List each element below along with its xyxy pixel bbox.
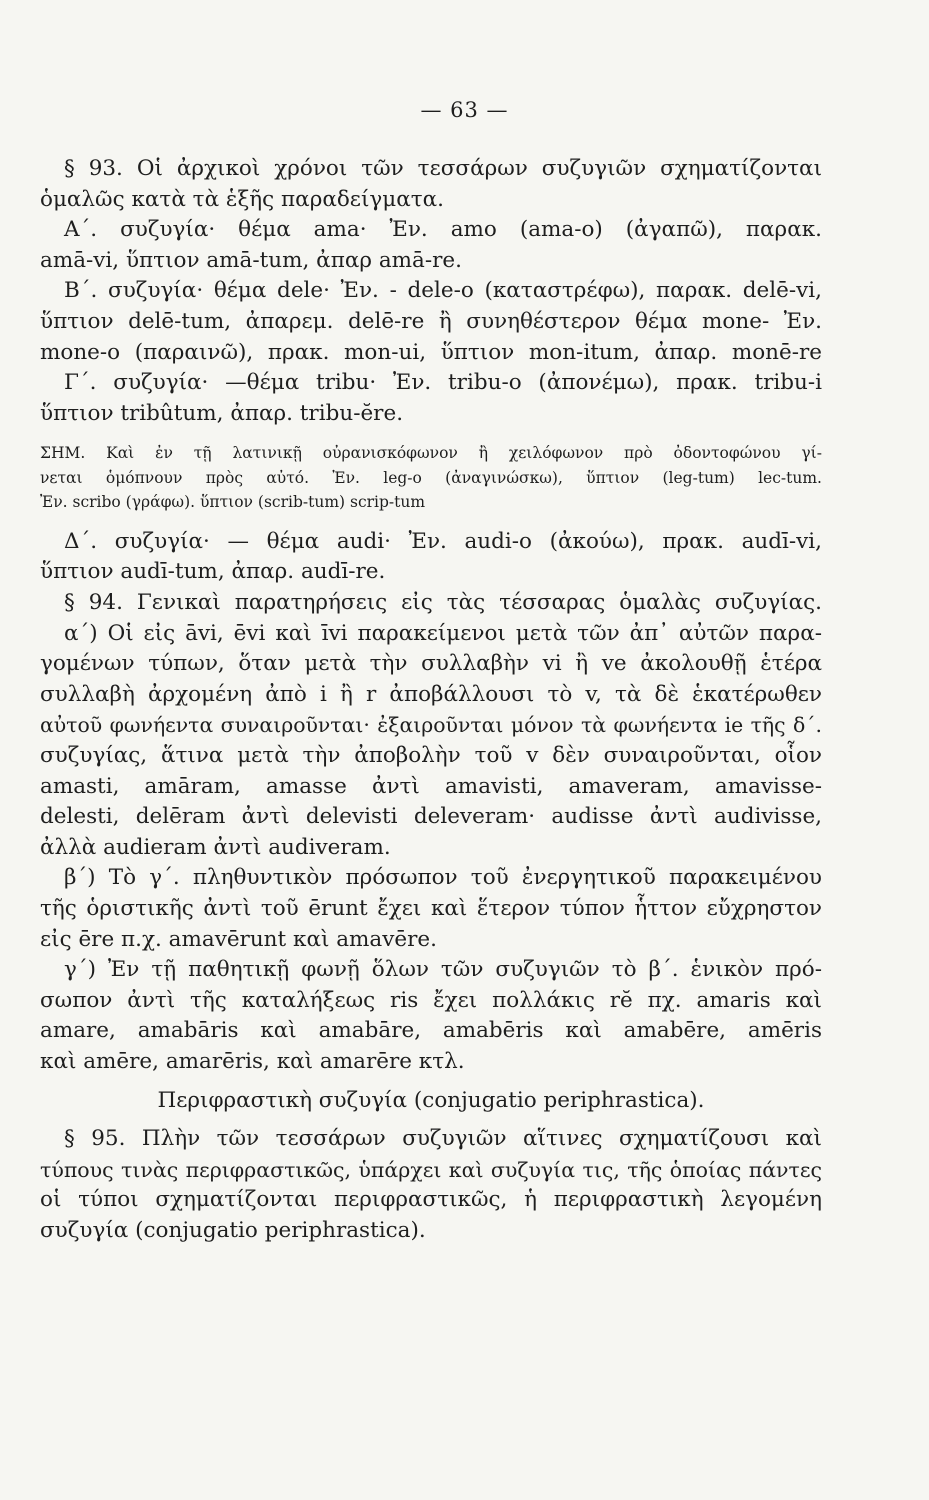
conjugation-d-line: ὕπτιον audī-tum, ἀπαρ. audī-re.: [40, 559, 386, 585]
note-line: ΣΗΜ. Καὶ ἐν τῇ λατινικῇ οὐρανισκόφωνον ἢ χειλόφωνον πρὸ ὀδοντοφώνου γί-: [40, 444, 822, 463]
body-text: [40, 154, 822, 1247]
rule-a-line: συζυγίας, ἅτινα μετὰ τὴν ἀποβολὴν τοῦ v δὲν συναιροῦνται, οἷον: [40, 743, 822, 768]
rule-c-line: καὶ amēre, amarēris, καὶ amarēre κτλ.: [40, 1048, 465, 1074]
conjugation-a-line: Α΄. συζυγία· θέμα ama· Ἐν. amo (ama-o) (ἀγαπῶ), παρακ.: [64, 217, 822, 243]
conjugation-c-line: ὕπτιον tribûtum, ἀπαρ. tribu-ĕre.: [40, 400, 404, 426]
conjugation-b-line: mone-o (παραινῶ), πρακ. mon-ui, ὕπτιον mon-itum, ἀπαρ. monē-re: [40, 339, 822, 365]
rule-b-line: εἰς ēre π.χ. amavērunt καὶ amavēre.: [40, 926, 437, 952]
rule-b-line: β΄) Τὸ γ΄. πληθυντικὸν πρόσωπον τοῦ ἐνεργητικοῦ παρακειμένου: [64, 865, 822, 891]
rule-a-line: συλλαβὴ ἀρχομένη ἀπὸ i ἢ r ἀποβάλλουσι τὸ v, τὰ δὲ ἑκατέρωθεν: [40, 681, 822, 707]
paragraph-95-line: οἱ τύποι σχηματίζονται περιφραστικῶς, ἡ περιφραστικὴ λεγομένη: [40, 1187, 822, 1213]
rule-c-line: amare, amabāris καὶ amabāre, amabēris καὶ amabēre, amēris: [40, 1018, 822, 1044]
rule-c-line: σωπον ἀντὶ τῆς καταλήξεως ris ἔχει πολλάκις rĕ πχ. amaris καὶ: [40, 987, 822, 1013]
conjugation-a-line: amā-vi, ὕπτιον amā-tum, ἀπαρ amā-re.: [40, 247, 462, 273]
rule-b-line: τῆς ὁριστικῆς ἀντὶ τοῦ ērunt ἔχει καὶ ἕτερον τύπον ἧττον εὔχρηστον: [40, 895, 822, 921]
rule-a-line: ἀλλὰ audieram ἀντὶ audiveram.: [40, 834, 391, 860]
rule-a-line: α΄) Οἱ εἰς āvi, ēvi καὶ īvi παρακείμενοι μετὰ τῶν ἀπ᾽ αὐτῶν παρα-: [64, 620, 822, 646]
rule-a-line: γομένων τύπων, ὅταν μετὰ τὴν συλλαβὴν vi ἢ ve ἀκολουθῇ ἑτέρα: [40, 651, 822, 677]
conjugation-b-line: Β΄. συζυγία· θέμα dele· Ἐν. - dele-o (καταστρέφω), παρακ. delē-vi,: [64, 278, 822, 304]
rule-a-line: αὐτοῦ φωνήεντα συναιροῦνται· ἐξαιροῦνται μόνον τὰ φωνήεντα ie τῆς δ΄.: [40, 713, 822, 738]
rule-a-line: delesti, delēram ἀντὶ delevisti deleveram· audisse ἀντὶ audivisse,: [40, 804, 822, 830]
paragraph-93-line: § 93. Οἱ ἀρχικοὶ χρόνοι τῶν τεσσάρων συζυγιῶν σχηματίζονται: [64, 156, 822, 181]
note-line: νεται ὁμόπνουν πρὸς αὐτό. Ἐν. leg-o (ἀναγινώσκω), ὕπτιον (leg-tum) lec-tum.: [40, 468, 822, 487]
paragraph-95-line: τύπους τινὰς περιφραστικῶς, ὑπάρχει καὶ συζυγία τις, τῆς ὁποίας πάντες: [40, 1157, 822, 1182]
section-heading: Περιφραστικὴ συζυγία (conjugatio periphrastica).: [157, 1087, 705, 1113]
conjugation-c-line: Γ΄. συζυγία· —θέμα tribu· Ἐν. tribu-o (ἀπονέμω), πρακ. tribu-i: [64, 370, 822, 396]
conjugation-d-line: Δ΄. συζυγία· — θέμα audi· Ἐν. audi-o (ἀκούω), πρακ. audī-vi,: [64, 528, 822, 554]
note-line: Ἐν. scribo (γράφω). ὕπτιον (scrib-tum) scrip-tum: [40, 493, 426, 512]
note-block: [40, 441, 822, 515]
page-number: — 63 —: [420, 98, 509, 122]
rule-c-line: γ΄) Ἐν τῇ παθητικῇ φωνῇ ὅλων τῶν συζυγιῶν τὸ β΄. ἑνικὸν πρό-: [64, 957, 822, 983]
paragraph-94-heading: § 94. Γενικαὶ παρατηρήσεις εἰς τὰς τέσσαρας ὁμαλὰς συζυγίας.: [64, 590, 822, 616]
paragraph-95-line: § 95. Πλὴν τῶν τεσσάρων συζυγιῶν αἵτινες σχηματίζουσι καὶ: [64, 1126, 822, 1152]
paragraph-93-line: ὁμαλῶς κατὰ τὰ ἑξῆς παραδείγματα.: [40, 186, 444, 212]
paragraph-95-line: συζυγία (conjugatio periphrastica).: [40, 1217, 426, 1243]
conjugation-b-line: ὕπτιον delē-tum, ἀπαρεμ. delē-re ἢ συνηθέστερον θέμα mone- Ἐν.: [40, 308, 822, 334]
rule-a-line: amasti, amāram, amasse ἀντὶ amavisti, amaveram, amavisse-: [40, 773, 822, 799]
